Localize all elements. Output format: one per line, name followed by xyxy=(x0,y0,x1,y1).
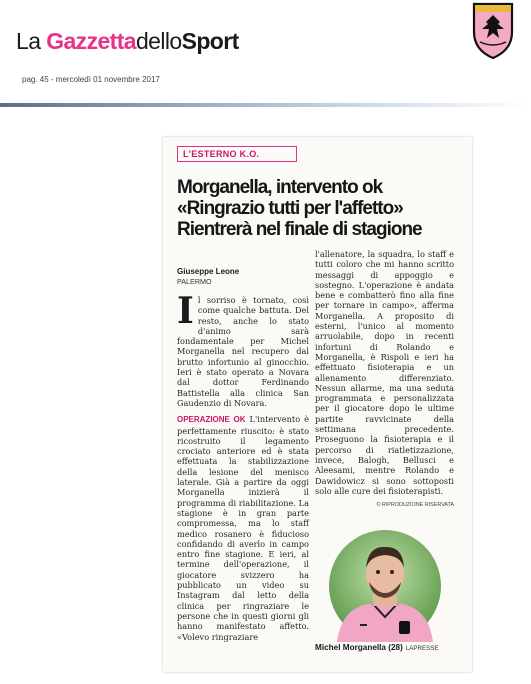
article-author: Giuseppe Leone xyxy=(177,267,240,276)
masthead-sport: Sport xyxy=(181,28,239,54)
headline-line-2: «Ringrazio tutti per l'affetto» xyxy=(177,198,403,219)
masthead-dello: dello xyxy=(135,28,182,54)
article-paragraph-3: l'allenatore, la squadra, lo staff e tutti coloro che mi hanno scritto messaggi di appoggio e sostegno. L'operazione è andata bene e combatterò fino alla fine per tornare in campo», afferma Morganella. A proposito di esterni, l'unico al momento arruolabile, dopo in recenti infortuni di Rolando e Morganella, è Rispoli e ieri ha effettuato fisioterapia e un allenamento differenziato. Nessun allarme, ma una seduta programmata e personalizzata per il giocatore dopo le ultime partite ravvicinate della settimana precedente. Proseguono la fisioterapia e il percorso di riatletizzazione, invece, Balogh, Bellusci e Aleesami, mentre Rolando e Dawidowicz si sono sottoposti solo alle cure dei fisioterapisti. xyxy=(315,249,454,496)
palermo-crest-logo xyxy=(471,2,515,60)
header-divider xyxy=(0,103,531,107)
headline-line-1: Morganella, intervento ok xyxy=(177,177,383,198)
article-headline xyxy=(177,177,467,240)
caption-credit: LAPRESSE xyxy=(405,645,439,652)
article-column-1 xyxy=(177,267,309,642)
headline-line-3: Rientrerà nel finale di stagione xyxy=(177,219,422,240)
paragraph-lead-in: OPERAZIONE OK xyxy=(177,415,246,425)
photo-caption xyxy=(315,643,465,652)
copyright-notice: © RIPRODUZIONE RISERVATA xyxy=(376,502,454,509)
paragraph-1-text: l sorriso è tornato, così come qualche battuta. Del resto, anche lo stato d'animo sarà fondamentale per Michel Morganella nel recupero dal brutto infortunio al ginocchio. Ieri è stato operato a Novara dal dottor Ferdinando Battistella alla clinica San Gaudenzio di Novara. xyxy=(177,295,309,408)
article-paragraph-2 xyxy=(177,414,309,642)
masthead-gazzetta: Gazzetta xyxy=(46,28,136,54)
drop-cap: I xyxy=(177,290,194,332)
article-clipping xyxy=(163,137,472,672)
article-paragraph-1 xyxy=(177,290,309,408)
page-info: pag. 45 - mercoledì 01 novembre 2017 xyxy=(22,75,160,84)
paragraph-2-text: L'intervento è perfettamente riuscito: è stato ricostruito il legamento crociato anteriore ed è stata effettuata la stabilizzazione della lesione del menisco laterale. Già a partire da oggi Morganella inizierà il programma di riabilitazione. La stagione è in gran parte compromessa, ma lo staff medico rosanero è fiducioso confidando di averlo in campo entro fine stagione. E ieri, al termine dell'operazione, il giocatore svizzero ha pubblicato un video su Instagram dal letto della clinica per ringraziare le persone che in questi giorni gli hanno manifestato affetto. «Volevo ringraziare xyxy=(177,414,309,642)
article-column-2 xyxy=(315,249,454,510)
article-kicker: L'ESTERNO K.O. xyxy=(177,146,297,162)
masthead-la: La xyxy=(16,28,47,54)
player-photo xyxy=(315,522,454,642)
newspaper-masthead xyxy=(16,30,239,53)
article-location: PALERMO xyxy=(177,277,212,286)
caption-name: Michel Morganella (28) xyxy=(315,643,403,652)
